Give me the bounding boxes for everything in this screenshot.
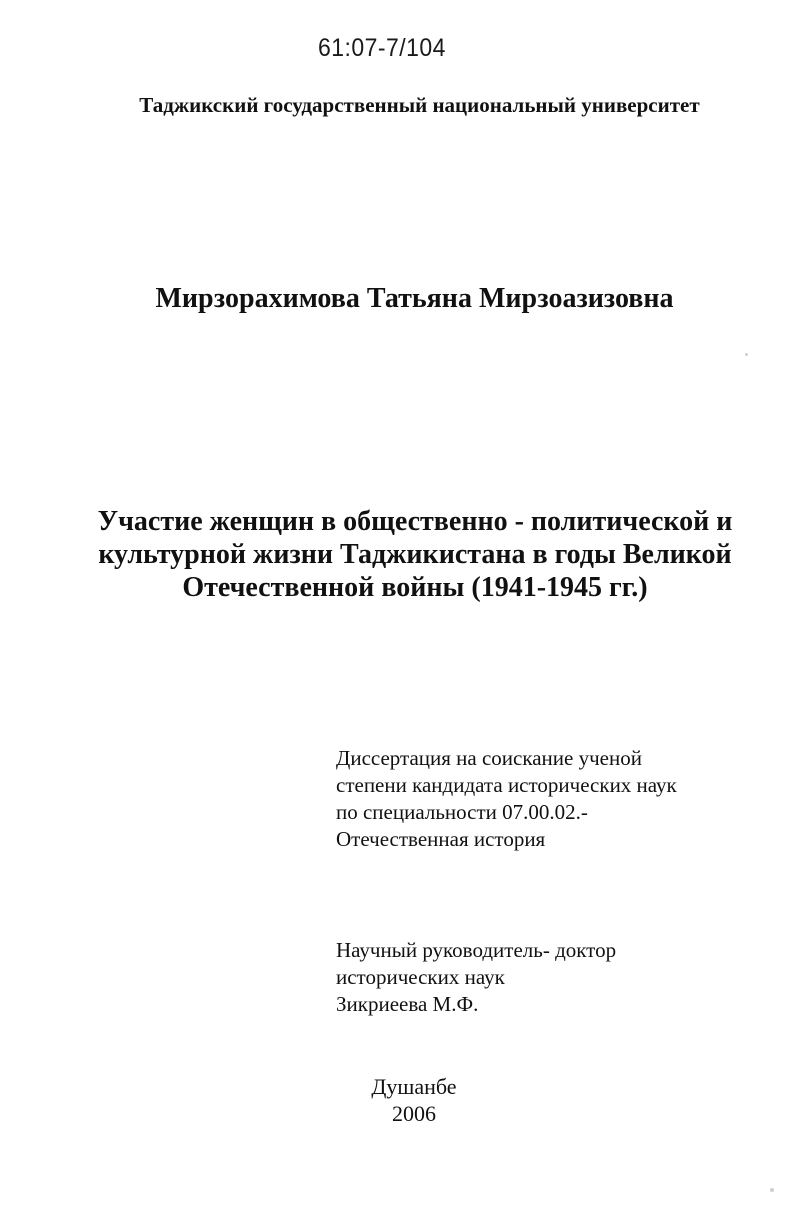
author-name: Мирзорахимова Татьяна Мирзоазизовна [155,283,674,314]
dissertation-info-line: Отечественная история [336,827,546,851]
title-line: культурной жизни Таджикистана в годы Великой [98,539,732,570]
dissertation-title [80,505,750,604]
title-line: Участие женщин в общественно - политической и [97,506,733,537]
dissertation-info-line: степени кандидата исторических наук [336,773,677,797]
year: 2006 [392,1101,436,1126]
city: Душанбе [371,1074,457,1099]
supervisor-info-line: исторических наук [336,965,505,989]
dissertation-info-line: Диссертация на соискание ученой [336,746,642,770]
dissertation-info-line: по специальности 07.00.02.- [336,800,588,824]
scan-speck [745,353,748,356]
supervisor-info-line: Зикриеева М.Ф. [336,992,479,1016]
scan-speck [770,1188,774,1192]
supervisor-info-line: Научный руководитель- доктор [336,938,617,962]
supervisor-info [336,937,616,1018]
dissertation-info [336,745,677,853]
place-and-year [310,1073,518,1127]
archive-stamp-number: 61:07-7/104 [318,34,446,62]
title-line: Отечественной войны (1941-1945 гг.) [182,572,648,603]
university-name: Таджикский государственный национальный университет [139,93,700,117]
